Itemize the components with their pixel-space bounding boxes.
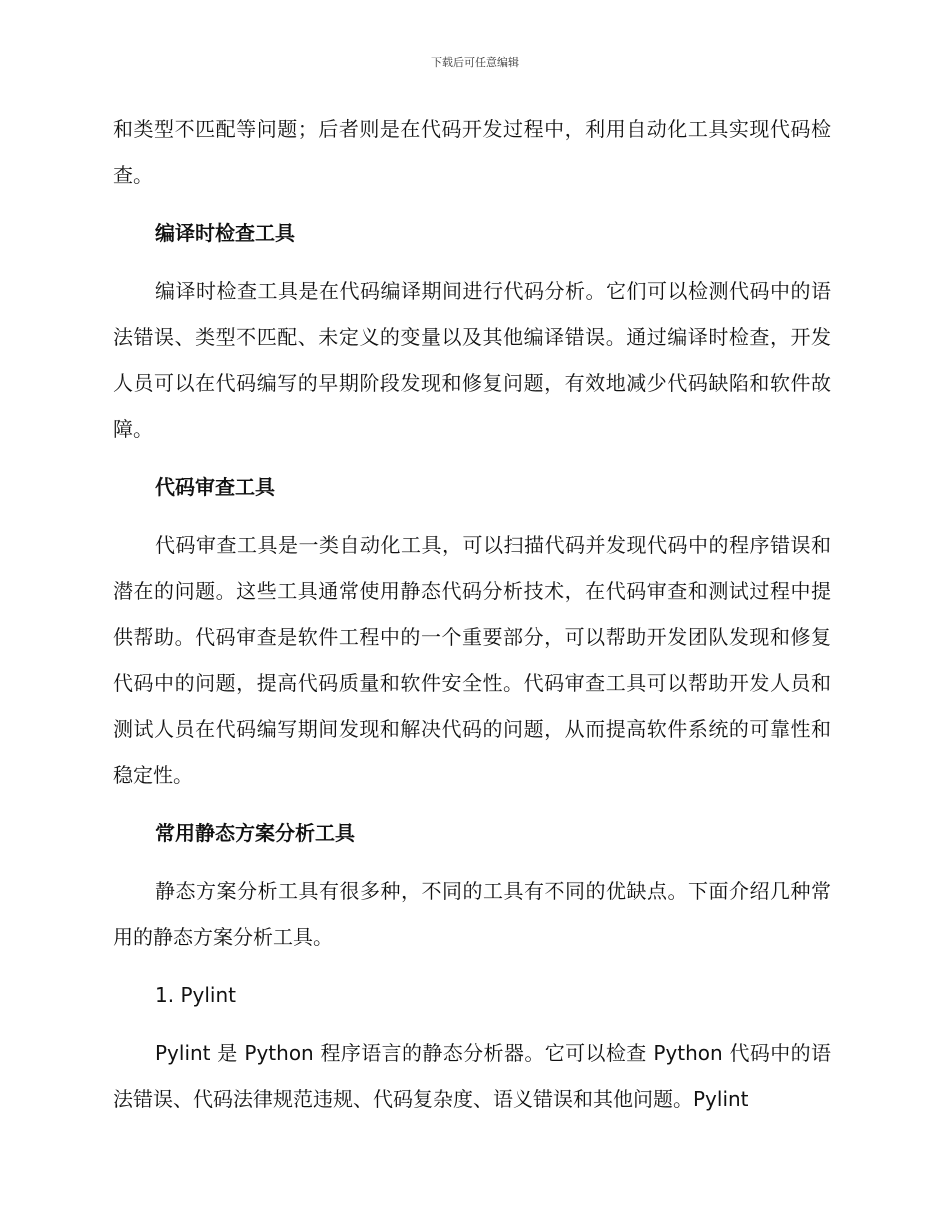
paragraph-pylint: Pylint 是 Python 程序语言的静态分析器。它可以检查 Python 代码中的语法错误、代码法律规范违规、代码复杂度、语义错误和其他问题。Pylint [113,1041,831,1111]
paragraph-common-static-tools: 静态方案分析工具有很多种，不同的工具有不同的优缺点。下面介绍几种常用的静态方案分析工具。 [113,879,831,949]
paragraph-compile-time-tools: 编译时检查工具是在代码编译期间进行代码分析。它们可以检测代码中的语法错误、类型不匹配、未定义的变量以及其他编译错误。通过编译时检查，开发人员可以在代码编写的早期阶段发现和修复问题，有效地减少代码缺陷和软件故障。 [113,279,831,441]
paragraph-continuation: 和类型不匹配等问题；后者则是在代码开发过程中，利用自动化工具实现代码检查。 [113,117,831,187]
heading-common-static-tools: 常用静态方案分析工具 [155,821,355,845]
heading-code-review-tools: 代码审查工具 [155,475,275,499]
heading-compile-time-tools: 编译时检查工具 [155,221,295,245]
paragraph-code-review-tools: 代码审查工具是一类自动化工具，可以扫描代码并发现代码中的程序错误和潜在的问题。这些工具通常使用静态代码分析技术，在代码审查和测试过程中提供帮助。代码审查是软件工程中的一个重要部分，可以帮助开发团队发现和修复代码中的问题，提高代码质量和软件安全性。代码审查工具可以帮助开发人员和测试人员在代码编写期间发现和解决代码的问题，从而提高软件系统的可靠性和稳定性。 [113,533,831,787]
document-body [113,106,831,1134]
heading-pylint: 1. Pylint [155,983,236,1007]
page-header: 下载后可任意编辑 [431,56,519,69]
